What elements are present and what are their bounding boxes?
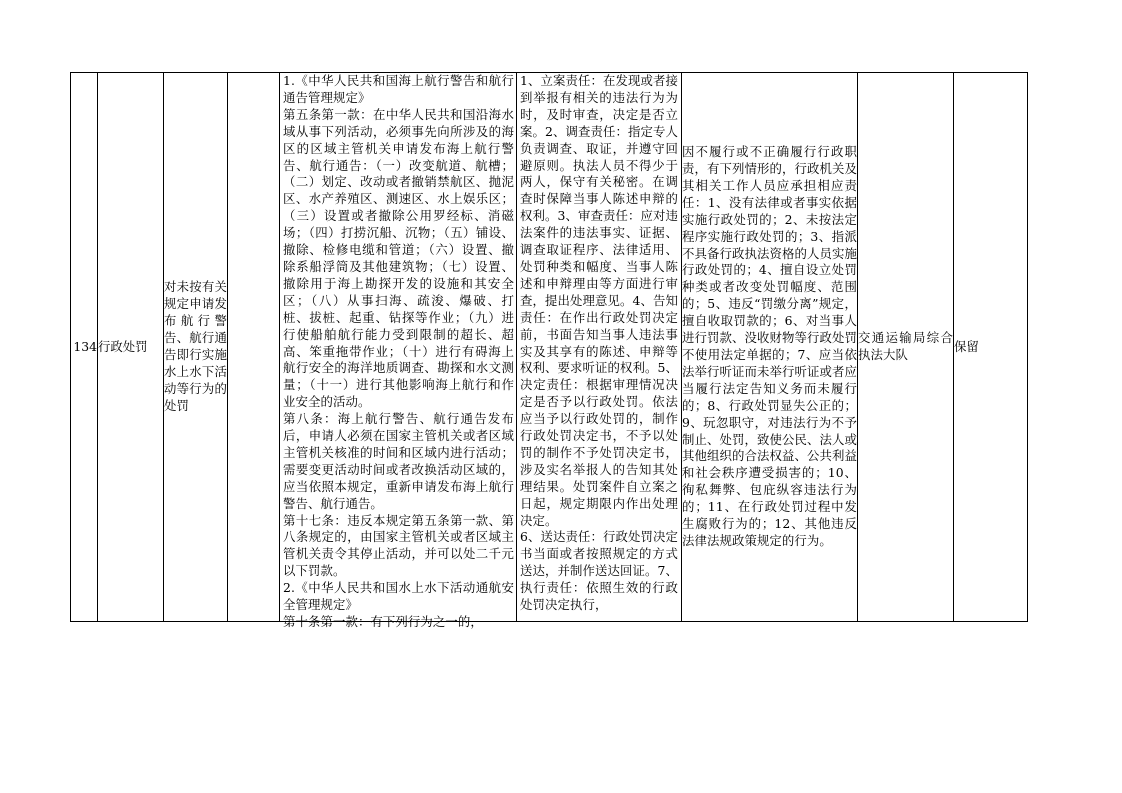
liability-text: 因不履行或不正确履行行政职责，有下列情形的，行政机关及其相关工作人员应承担相应责任：1、没有法律或者事实依据实施行政处罚的；2、未按法定程序实施行政处罚的；3、指派不具备行政执法资格的人员实施行政处罚的；4、擅自设立处罚种类或者改变处罚幅度、范围的；5、违反“罚缴分离”规定，擅自收取罚款的；6、对当事人进行罚款、没收财物等行政处罚不使用法定单据的；7、应当依法举行听证而未举行听证或者应当履行法定告知义务而未履行的；8、行政处罚显失公正的；9、玩忽职守，对违法行为不予制止、处罚，致使公民、法人或其他组织的合法权益、公共利益和社会秩序遭受损害的；10、徇私舞弊、包庇纵容违法行为的；11、在行政处罚过程中发生腐败行为的；12、其他违反法律法规政策规定的行为。: [682, 144, 857, 548]
power-type-cell: [98, 73, 164, 622]
row-number: 134: [73, 338, 97, 354]
liability-cell: [682, 73, 858, 622]
responsibility-text: 1、立案责任：在发现或者接到举报有相关的违法行为为时，及时审查，决定是否立案。2、调查责任：指定专人负责调查、取证，并遵守回避原则。执法人员不得少于两人，保守有关秘密。在调查时保障当事人陈述申辩的权利。3、审查责任：应对违法案件的违法事实、证据、调查取证程序、法律适用、处罚种类和幅度、当事人陈述和申辩理由等方面进行审查，提出处理意见。4、告知责任：在作出行政处罚决定前，书面告知当事人违法事实及其享有的陈述、申辩等权利、要求听证的权利。5、决定责任：根据审理情况决定是否予以行政处罚。依法应当予以行政处罚的，制作行政处罚决定书，不予以处罚的制作不予处罚决定书，涉及实名举报人的告知其处理结果。处罚案件自立案之日起，规定期限内作出处理决定。 6、送达责任：行政处罚决定书当面或者按照规定的方式送达，并制作送达回证。7、执行责任：依照生效的行政处罚决定执行，: [520, 73, 678, 613]
power-list-table: [70, 72, 1028, 629]
department-cell: [858, 73, 954, 622]
status-cell: [954, 73, 1028, 622]
power-item-name: 对未按有关规定申请发布航行警告、航行通告即行实施水上水下活动等行为的处罚: [164, 279, 227, 413]
legal-basis-text: 1.《中华人民共和国海上航行警告和航行通告管理规定》 第五条第一款：在中华人民共和国沿海水域从事下列活动，必须事先向所涉及的海区的区域主管机关申请发布海上航行警告、航行通告：（一）改变航道、航槽；（二）划定、改动或者撤销禁航区、抛泥区、水产养殖区、测速区、水上娱乐区；（三）设置或者撤除公用罗经标、消磁场；（四）打捞沉船、沉物；（五）铺设、撤除、检修电缆和管道；（六）设置、撤除系船浮筒及其他建筑物；（七）设置、撤除用于海上勘探开发的设施和其安全区；（八）从事扫海、疏浚、爆破、打桩、拔桩、起重、钻探等作业；（九）进行使船舶航行能力受到限制的超长、超高、笨重拖带作业；（十）进行有碍海上航行安全的海洋地质调查、勘探和水文测量；（十一）进行其他影响海上航行和作业安全的活动。 第八条：海上航行警告、航行通告发布后，申请人必须在国家主管机关或者区域主管机关核准的时间和区域内进行活动；需要变更活动时间或者改换活动区域的，应当依照本规定，重新申请发布海上航行警告、航行通告。 第十七条：违反本规定第五条第一款、第八条规定的，由国家主管机关或者区域主管机关责令其停止活动，并可以处二千元以下罚款。 2.《中华人民共和国水上水下活动通航安全管理规定》 第十条第一款：有下列行为之一的，: [283, 73, 514, 629]
row-number-cell: [71, 73, 98, 622]
department-name: 交通运输局综合执法大队: [858, 330, 953, 362]
table-row: [71, 73, 1028, 622]
power-item-cell: [164, 73, 228, 622]
power-type: 行政处罚: [98, 338, 148, 354]
sub-item-cell: [228, 73, 280, 622]
status-value: 保留: [954, 338, 979, 354]
legal-basis-cell: [280, 73, 517, 629]
responsibility-cell: [517, 73, 682, 622]
